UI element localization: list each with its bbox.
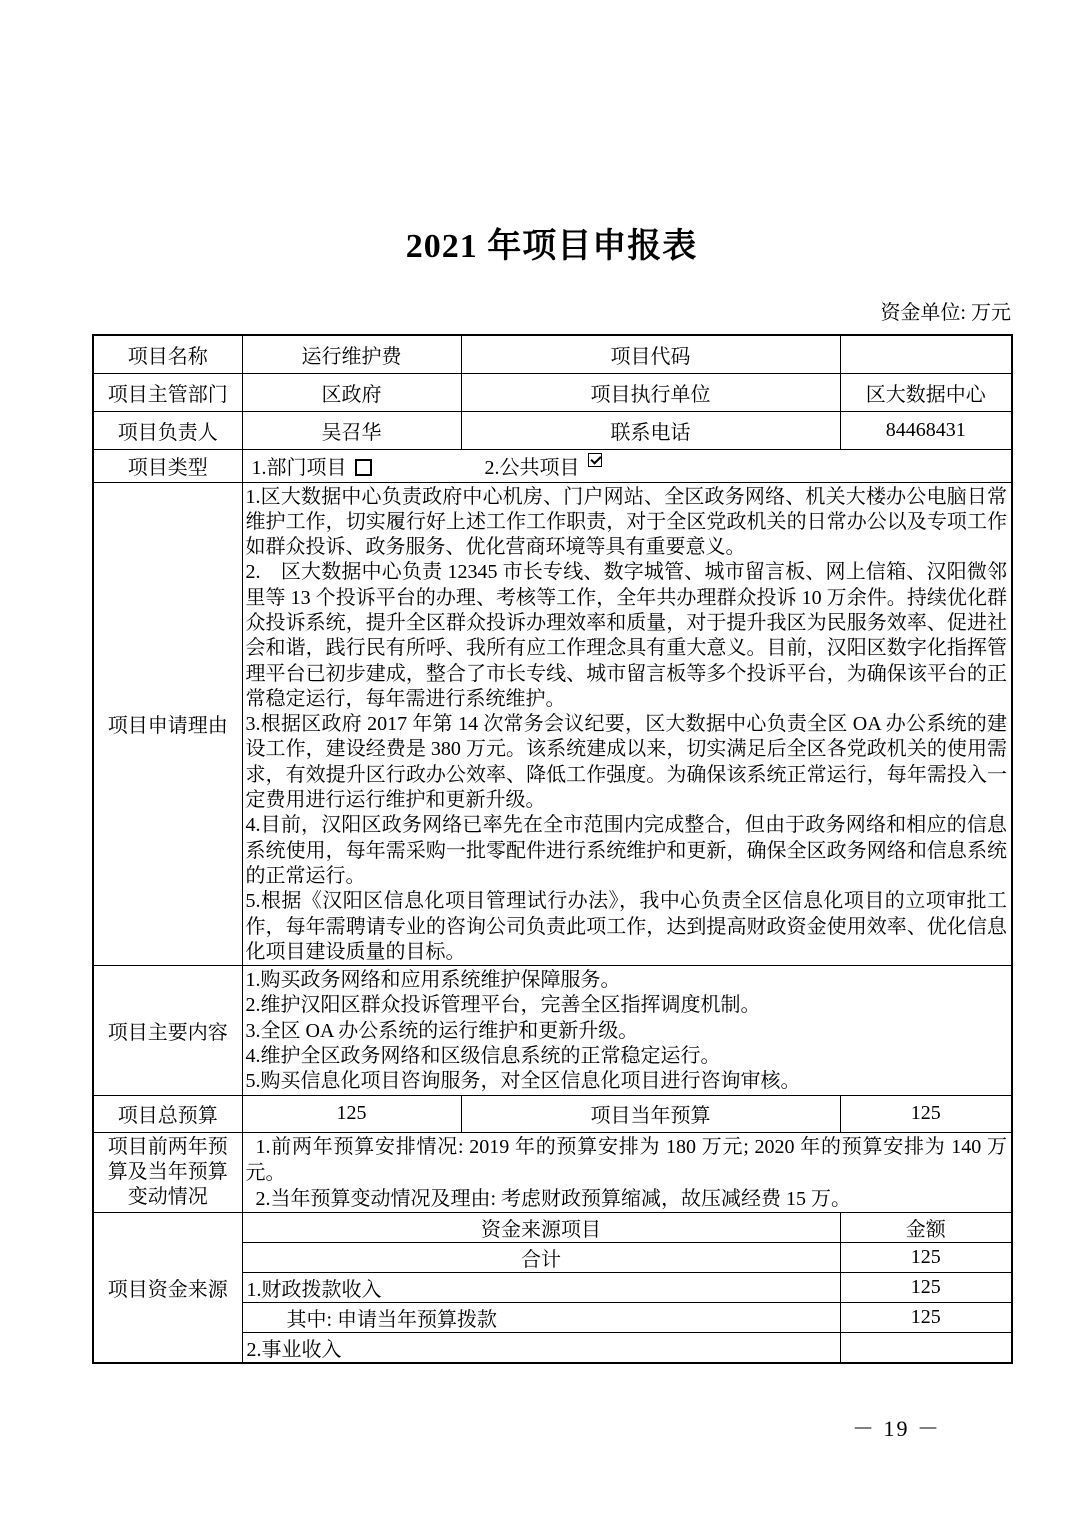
funding-header-item: 资金来源项目 [242, 1212, 840, 1242]
value-project-name: 运行维护费 [242, 335, 461, 373]
value-project-code [840, 335, 1012, 373]
row-funding-header [93, 1212, 1012, 1242]
application-reason-text [242, 482, 1012, 966]
row-budget-history [93, 1132, 1012, 1212]
content-item: 4.维护全区政务网络和区级信息系统的正常稳定运行。 [245, 1045, 721, 1068]
row-project-name [93, 335, 1012, 373]
page-title: 2021 年项目申报表 [405, 228, 698, 265]
row-budget [93, 1095, 1012, 1132]
content-item: 5.购买信息化项目咨询服务，对全区信息化项目进行咨询审核。 [245, 1070, 801, 1093]
checkbox-unchecked-icon [355, 459, 372, 476]
value-执行单位: 区大数据中心 [840, 373, 1012, 411]
label-application-reason: 项目申请理由 [93, 482, 242, 966]
funding-amount-business-income [840, 1332, 1012, 1363]
label-project-code: 项目代码 [461, 335, 840, 373]
funding-item-business-income: 2.事业收入 [242, 1332, 840, 1363]
funding-amount-fiscal: 125 [840, 1272, 1012, 1302]
row-application-reason [93, 482, 1012, 966]
label-project-name: 项目名称 [93, 335, 242, 373]
label-current-year-budget: 项目当年预算 [461, 1095, 840, 1132]
label-project-type: 项目类型 [93, 449, 242, 482]
main-content-text [242, 966, 1012, 1095]
option-public-project: 2.公共项目 [485, 457, 602, 479]
reason-paragraph: 3.根据区政府 2017 年第 14 次常务会议纪要，区大数据中心负责全区 OA 办公系统的建设工作，建设经费是 380 万元。该系统建成以来，切实满足后全区各党政机关的使用需求，有效提升区行政办公效率、降低工作强度。为确保该系统正常运行，每年需投入一定费用进行运行维护和更新升级。 [245, 713, 1007, 812]
reason-paragraph: 5.根据《汉阳区信息化项目管理试行办法》，我中心负责全区信息化项目的立项审批工作，每年需聘请专业的咨询公司负责此项工作，达到提高财政资金使用效率、优化信息化项目建设质量的目标。 [245, 890, 1007, 963]
page-number: － 19 － [852, 1416, 942, 1441]
funding-header-amount: 金额 [840, 1212, 1012, 1242]
label-主管部门: 项目主管部门 [93, 373, 242, 411]
row-main-content [93, 966, 1012, 1095]
unit-note: 资金单位: 万元 [880, 302, 1011, 324]
checkbox-checked-icon [588, 453, 602, 467]
row-leader [93, 411, 1012, 449]
option-department-project: 1.部门项目 [252, 457, 372, 479]
funding-item-current-appropriation: 其中: 申请当年预算拨款 [242, 1302, 840, 1332]
reason-paragraph: 2. 区大数据中心负责 12345 市长专线、数字城管、城市留言板、网上信箱、汉阳微邻里等 13 个投诉平台的办理、考核等工作，全年共办理群众投诉 10 万余件。持续优化群众投诉系统，提升全区群众投诉办理效率和质量，对于提升我区为民服务效率、促进社会和谐，践行民有所呼、我所有应工作理念具有重大意义。目前，汉阳区数字化指挥管理平台已初步建成，整合了市长专线、城市留言板等多个投诉平台，为确保该平台的正常稳定运行，每年需进行系统维护。 [245, 561, 1007, 710]
value-负责人: 吴召华 [242, 411, 461, 449]
budget-history-text [242, 1132, 1012, 1212]
value-total-budget: 125 [242, 1095, 461, 1132]
funding-item-fiscal: 1.财政拨款收入 [242, 1272, 840, 1302]
application-form-table [92, 334, 1013, 1364]
value-主管部门: 区政府 [242, 373, 461, 411]
funding-amount-current-appropriation: 125 [840, 1302, 1012, 1332]
content-item: 3.全区 OA 办公系统的运行维护和更新升级。 [245, 1019, 639, 1042]
history-line: 2.当年预算变动情况及理由: 考虑财政预算缩减，故压减经费 15 万。 [255, 1187, 852, 1210]
content-item: 2.维护汉阳区群众投诉管理平台，完善全区指挥调度机制。 [245, 994, 761, 1017]
label-total-budget: 项目总预算 [93, 1095, 242, 1132]
label-执行单位: 项目执行单位 [461, 373, 840, 411]
history-line: 1.前两年预算安排情况: 2019 年的预算安排为 180 万元; 2020 年的预算安排为 140 万元。 [245, 1135, 1007, 1184]
label-main-content: 项目主要内容 [93, 966, 242, 1095]
row-project-type [93, 449, 1012, 482]
funding-item-total: 合计 [242, 1242, 840, 1272]
value-current-year-budget: 125 [840, 1095, 1012, 1132]
label-负责人: 项目负责人 [93, 411, 242, 449]
project-type-options [242, 449, 1012, 482]
value-联系电话: 84468431 [840, 411, 1012, 449]
reason-paragraph: 1.区大数据中心负责政府中心机房、门户网站、全区政务网络、机关大楼办公电脑日常维护工作，切实履行好上述工作工作职责，对于全区党政机关的日常办公以及专项工作如群众投诉、政务服务、优化营商环境等具有重要意义。 [245, 485, 1007, 559]
reason-paragraph: 4.目前，汉阳区政务网络已率先在全市范围内完成整合，但由于政务网络和相应的信息系统使用，每年需采购一批零配件进行系统维护和更新，确保全区政务网络和信息系统的正常运行。 [245, 814, 1007, 887]
label-联系电话: 联系电话 [461, 411, 840, 449]
label-funding-source: 项目资金来源 [93, 1212, 242, 1363]
label-budget-history: 项目前两年预算及当年预算变动情况 [93, 1132, 242, 1212]
content-item: 1.购买政务网络和应用系统维护保障服务。 [245, 969, 621, 992]
funding-amount-total: 125 [840, 1242, 1012, 1272]
row-department [93, 373, 1012, 411]
